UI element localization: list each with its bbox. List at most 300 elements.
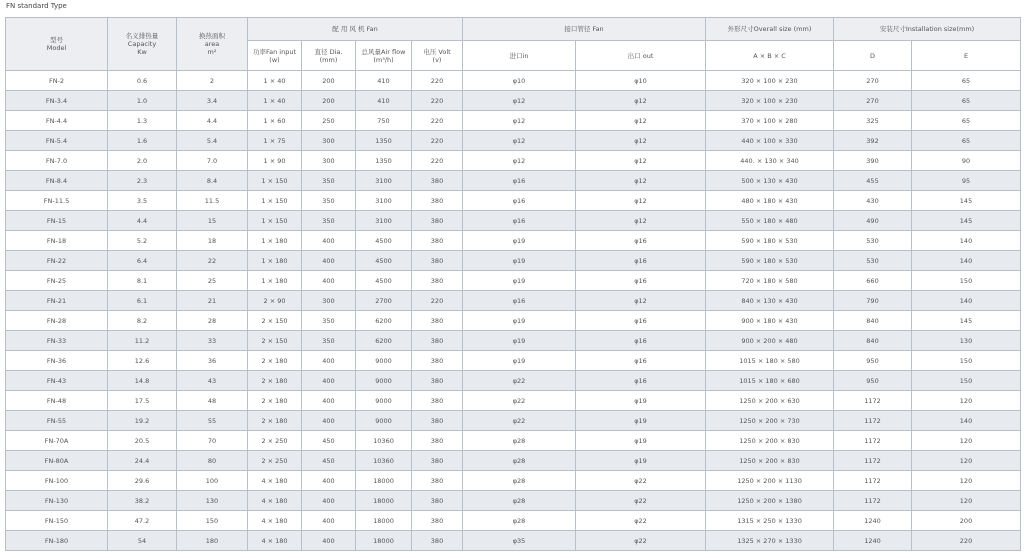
cell-d: 1172	[834, 391, 912, 411]
cell-outlet: φ22	[576, 531, 706, 551]
cell-d: 660	[834, 271, 912, 291]
cell-overall-size: 720 × 180 × 580	[706, 271, 834, 291]
cell-dia: 200	[302, 91, 356, 111]
table-row	[6, 491, 1021, 511]
cell-volt: 220	[412, 291, 463, 311]
table-row	[6, 431, 1021, 451]
cell-capacity: 12.6	[108, 351, 177, 371]
header-area-en: area	[204, 40, 220, 48]
cell-model: FN-150	[6, 511, 108, 531]
cell-inlet: φ16	[463, 191, 576, 211]
header-area	[177, 18, 248, 71]
cell-outlet: φ12	[576, 191, 706, 211]
cell-inlet: φ28	[463, 431, 576, 451]
cell-area: 130	[177, 491, 248, 511]
cell-capacity: 4.4	[108, 211, 177, 231]
cell-fan-input: 1 × 40	[248, 71, 302, 91]
cell-volt: 220	[412, 131, 463, 151]
cell-volt: 380	[412, 311, 463, 331]
cell-outlet: φ19	[576, 451, 706, 471]
cell-d: 840	[834, 311, 912, 331]
cell-model: FN-8.4	[6, 171, 108, 191]
cell-fan-input: 1 × 180	[248, 251, 302, 271]
cell-fan-input: 1 × 150	[248, 211, 302, 231]
table-row	[6, 451, 1021, 471]
cell-fan-input: 1 × 180	[248, 231, 302, 251]
cell-e: 140	[912, 411, 1021, 431]
cell-overall-size: 1250 × 200 × 630	[706, 391, 834, 411]
cell-airflow: 10360	[356, 451, 412, 471]
cell-area: 33	[177, 331, 248, 351]
cell-fan-input: 4 × 180	[248, 471, 302, 491]
header-airflow	[356, 41, 412, 71]
cell-airflow: 18000	[356, 471, 412, 491]
cell-volt: 380	[412, 251, 463, 271]
cell-inlet: φ19	[463, 311, 576, 331]
cell-model: FN-15	[6, 211, 108, 231]
cell-model: FN-28	[6, 311, 108, 331]
cell-capacity: 47.2	[108, 511, 177, 531]
cell-capacity: 20.5	[108, 431, 177, 451]
cell-overall-size: 1250 × 200 × 1380	[706, 491, 834, 511]
cell-airflow: 1350	[356, 131, 412, 151]
cell-e: 65	[912, 91, 1021, 111]
cell-d: 325	[834, 111, 912, 131]
cell-dia: 250	[302, 111, 356, 131]
cell-outlet: φ22	[576, 491, 706, 511]
cell-outlet: φ12	[576, 111, 706, 131]
header-e: E	[912, 41, 1021, 71]
table-row	[6, 471, 1021, 491]
cell-d: 1172	[834, 471, 912, 491]
table-body	[6, 71, 1021, 551]
cell-dia: 400	[302, 491, 356, 511]
table-header	[6, 18, 1021, 71]
cell-area: 15	[177, 211, 248, 231]
cell-area: 180	[177, 531, 248, 551]
cell-inlet: φ22	[463, 371, 576, 391]
cell-airflow: 4500	[356, 231, 412, 251]
cell-inlet: φ22	[463, 391, 576, 411]
table-row	[6, 331, 1021, 351]
cell-inlet: φ28	[463, 471, 576, 491]
cell-inlet: φ28	[463, 511, 576, 531]
cell-overall-size: 1250 × 200 × 730	[706, 411, 834, 431]
cell-dia: 450	[302, 431, 356, 451]
header-volt	[412, 41, 463, 71]
cell-outlet: φ12	[576, 171, 706, 191]
cell-capacity: 6.1	[108, 291, 177, 311]
table-row	[6, 151, 1021, 171]
cell-fan-input: 2 × 250	[248, 451, 302, 471]
cell-volt: 380	[412, 491, 463, 511]
cell-area: 43	[177, 371, 248, 391]
table-row	[6, 91, 1021, 111]
cell-volt: 380	[412, 411, 463, 431]
cell-volt: 220	[412, 71, 463, 91]
cell-area: 100	[177, 471, 248, 491]
cell-e: 65	[912, 131, 1021, 151]
cell-outlet: φ16	[576, 351, 706, 371]
cell-volt: 380	[412, 231, 463, 251]
cell-dia: 400	[302, 411, 356, 431]
cell-e: 140	[912, 231, 1021, 251]
cell-overall-size: 320 × 100 × 230	[706, 71, 834, 91]
cell-inlet: φ16	[463, 211, 576, 231]
cell-d: 840	[834, 331, 912, 351]
cell-e: 150	[912, 371, 1021, 391]
cell-fan-input: 1 × 60	[248, 111, 302, 131]
cell-area: 3.4	[177, 91, 248, 111]
header-airflow-unit: (m³/h)	[373, 55, 394, 64]
cell-area: 2	[177, 71, 248, 91]
header-capacity-cn: 名义排热量	[125, 32, 159, 40]
cell-outlet: φ12	[576, 91, 706, 111]
cell-volt: 380	[412, 371, 463, 391]
cell-model: FN-25	[6, 271, 108, 291]
cell-capacity: 38.2	[108, 491, 177, 511]
cell-outlet: φ19	[576, 391, 706, 411]
cell-overall-size: 500 × 130 × 430	[706, 171, 834, 191]
cell-d: 950	[834, 371, 912, 391]
cell-volt: 380	[412, 451, 463, 471]
cell-fan-input: 1 × 150	[248, 171, 302, 191]
table-row	[6, 531, 1021, 551]
cell-area: 21	[177, 291, 248, 311]
cell-inlet: φ19	[463, 251, 576, 271]
header-capacity-unit: Kw	[137, 48, 147, 56]
header-dia-unit: (mm)	[319, 55, 338, 64]
cell-e: 120	[912, 431, 1021, 451]
cell-dia: 350	[302, 311, 356, 331]
header-capacity	[108, 18, 177, 71]
cell-airflow: 9000	[356, 411, 412, 431]
cell-airflow: 2700	[356, 291, 412, 311]
cell-e: 145	[912, 191, 1021, 211]
cell-volt: 380	[412, 191, 463, 211]
cell-model: FN-80A	[6, 451, 108, 471]
cell-e: 220	[912, 531, 1021, 551]
cell-dia: 350	[302, 171, 356, 191]
cell-d: 270	[834, 91, 912, 111]
table-row	[6, 271, 1021, 291]
cell-volt: 380	[412, 531, 463, 551]
cell-overall-size: 840 × 130 × 430	[706, 291, 834, 311]
header-inlet: 进口in	[463, 41, 576, 71]
cell-e: 145	[912, 311, 1021, 331]
table-row	[6, 251, 1021, 271]
cell-fan-input: 1 × 150	[248, 191, 302, 211]
cell-inlet: φ12	[463, 131, 576, 151]
cell-overall-size: 370 × 100 × 280	[706, 111, 834, 131]
cell-capacity: 1.0	[108, 91, 177, 111]
cell-area: 25	[177, 271, 248, 291]
cell-area: 8.4	[177, 171, 248, 191]
cell-airflow: 6200	[356, 311, 412, 331]
cell-capacity: 17.5	[108, 391, 177, 411]
header-fan-input-label: 功率Fan input	[252, 47, 297, 56]
cell-e: 200	[912, 511, 1021, 531]
page-title: FN standard Type	[6, 2, 67, 10]
header-overall-group: 外形尺寸Overall size (mm)	[706, 18, 834, 41]
cell-dia: 350	[302, 211, 356, 231]
cell-fan-input: 2 × 250	[248, 431, 302, 451]
cell-overall-size: 550 × 180 × 480	[706, 211, 834, 231]
cell-model: FN-33	[6, 331, 108, 351]
cell-overall-size: 1250 × 200 × 830	[706, 451, 834, 471]
cell-d: 1240	[834, 511, 912, 531]
cell-volt: 380	[412, 351, 463, 371]
table-row	[6, 371, 1021, 391]
header-dia	[302, 41, 356, 71]
cell-dia: 400	[302, 371, 356, 391]
cell-model: FN-21	[6, 291, 108, 311]
cell-e: 65	[912, 111, 1021, 131]
cell-dia: 400	[302, 531, 356, 551]
cell-inlet: φ16	[463, 171, 576, 191]
cell-e: 140	[912, 251, 1021, 271]
cell-dia: 400	[302, 471, 356, 491]
cell-airflow: 9000	[356, 391, 412, 411]
cell-inlet: φ22	[463, 411, 576, 431]
cell-volt: 380	[412, 271, 463, 291]
header-install-group: 安装尺寸Installation size(mm)	[834, 18, 1021, 41]
header-d: D	[834, 41, 912, 71]
cell-capacity: 8.2	[108, 311, 177, 331]
cell-capacity: 2.0	[108, 151, 177, 171]
cell-fan-input: 4 × 180	[248, 531, 302, 551]
cell-area: 22	[177, 251, 248, 271]
cell-overall-size: 900 × 180 × 430	[706, 311, 834, 331]
cell-fan-input: 2 × 180	[248, 371, 302, 391]
cell-capacity: 8.1	[108, 271, 177, 291]
cell-d: 1172	[834, 431, 912, 451]
header-fan-input-unit: (w)	[269, 55, 280, 64]
cell-model: FN-11.5	[6, 191, 108, 211]
cell-inlet: φ12	[463, 111, 576, 131]
cell-outlet: φ16	[576, 251, 706, 271]
cell-capacity: 14.8	[108, 371, 177, 391]
cell-d: 270	[834, 71, 912, 91]
cell-model: FN-70A	[6, 431, 108, 451]
cell-outlet: φ16	[576, 371, 706, 391]
header-abc: A × B × C	[706, 41, 834, 71]
cell-dia: 400	[302, 271, 356, 291]
table-row	[6, 191, 1021, 211]
table-row	[6, 211, 1021, 231]
cell-d: 390	[834, 151, 912, 171]
cell-e: 120	[912, 491, 1021, 511]
table-row	[6, 311, 1021, 331]
cell-inlet: φ19	[463, 231, 576, 251]
cell-model: FN-43	[6, 371, 108, 391]
cell-d: 1172	[834, 491, 912, 511]
header-airflow-label: 总风量Air flow	[361, 47, 406, 56]
cell-outlet: φ22	[576, 471, 706, 491]
cell-airflow: 18000	[356, 491, 412, 511]
cell-model: FN-3.4	[6, 91, 108, 111]
header-model-en: Model	[46, 44, 67, 52]
cell-area: 80	[177, 451, 248, 471]
cell-area: 11.5	[177, 191, 248, 211]
cell-airflow: 6200	[356, 331, 412, 351]
cell-d: 392	[834, 131, 912, 151]
header-model	[6, 18, 108, 71]
cell-airflow: 10360	[356, 431, 412, 451]
cell-area: 18	[177, 231, 248, 251]
cell-volt: 380	[412, 431, 463, 451]
cell-overall-size: 440. × 130 × 340	[706, 151, 834, 171]
header-model-cn: 型号	[50, 36, 63, 44]
cell-volt: 220	[412, 111, 463, 131]
cell-e: 150	[912, 271, 1021, 291]
cell-outlet: φ22	[576, 511, 706, 531]
cell-fan-input: 1 × 180	[248, 271, 302, 291]
cell-capacity: 5.2	[108, 231, 177, 251]
cell-overall-size: 1250 × 200 × 1130	[706, 471, 834, 491]
table-row	[6, 111, 1021, 131]
cell-capacity: 29.6	[108, 471, 177, 491]
cell-inlet: φ12	[463, 91, 576, 111]
cell-area: 150	[177, 511, 248, 531]
header-area-unit: m²	[207, 48, 217, 56]
cell-dia: 300	[302, 151, 356, 171]
table-row	[6, 511, 1021, 531]
cell-outlet: φ10	[576, 71, 706, 91]
cell-model: FN-48	[6, 391, 108, 411]
cell-airflow: 410	[356, 91, 412, 111]
cell-fan-input: 2 × 180	[248, 351, 302, 371]
cell-e: 150	[912, 351, 1021, 371]
cell-airflow: 4500	[356, 251, 412, 271]
cell-fan-input: 4 × 180	[248, 491, 302, 511]
cell-d: 790	[834, 291, 912, 311]
cell-area: 48	[177, 391, 248, 411]
cell-fan-input: 1 × 40	[248, 91, 302, 111]
table-row	[6, 71, 1021, 91]
cell-dia: 450	[302, 451, 356, 471]
cell-outlet: φ12	[576, 291, 706, 311]
cell-outlet: φ19	[576, 411, 706, 431]
cell-volt: 220	[412, 91, 463, 111]
spec-table	[5, 17, 1021, 551]
cell-outlet: φ16	[576, 231, 706, 251]
header-fan-group: 配 用 风 机 Fan	[248, 18, 463, 41]
table-row	[6, 131, 1021, 151]
header-outlet: 出口 out	[576, 41, 706, 71]
cell-model: FN-7.0	[6, 151, 108, 171]
cell-capacity: 2.3	[108, 171, 177, 191]
cell-e: 120	[912, 451, 1021, 471]
table-row	[6, 171, 1021, 191]
cell-airflow: 3100	[356, 191, 412, 211]
cell-volt: 380	[412, 391, 463, 411]
cell-model: FN-2	[6, 71, 108, 91]
cell-area: 7.0	[177, 151, 248, 171]
cell-volt: 220	[412, 151, 463, 171]
cell-outlet: φ16	[576, 271, 706, 291]
cell-fan-input: 2 × 180	[248, 391, 302, 411]
table-row	[6, 291, 1021, 311]
cell-fan-input: 4 × 180	[248, 511, 302, 531]
cell-fan-input: 2 × 150	[248, 331, 302, 351]
cell-capacity: 3.5	[108, 191, 177, 211]
cell-fan-input: 2 × 90	[248, 291, 302, 311]
table-row	[6, 391, 1021, 411]
cell-airflow: 750	[356, 111, 412, 131]
cell-area: 28	[177, 311, 248, 331]
cell-capacity: 6.4	[108, 251, 177, 271]
cell-outlet: φ16	[576, 331, 706, 351]
cell-d: 1240	[834, 531, 912, 551]
cell-capacity: 1.3	[108, 111, 177, 131]
cell-area: 4.4	[177, 111, 248, 131]
cell-overall-size: 900 × 200 × 480	[706, 331, 834, 351]
cell-outlet: φ12	[576, 151, 706, 171]
cell-d: 530	[834, 251, 912, 271]
cell-model: FN-4.4	[6, 111, 108, 131]
cell-e: 140	[912, 291, 1021, 311]
cell-dia: 350	[302, 191, 356, 211]
cell-model: FN-18	[6, 231, 108, 251]
cell-model: FN-55	[6, 411, 108, 431]
cell-inlet: φ10	[463, 71, 576, 91]
cell-fan-input: 1 × 90	[248, 151, 302, 171]
cell-e: 120	[912, 391, 1021, 411]
cell-model: FN-22	[6, 251, 108, 271]
cell-overall-size: 1315 × 250 × 1330	[706, 511, 834, 531]
cell-model: FN-100	[6, 471, 108, 491]
cell-dia: 400	[302, 511, 356, 531]
cell-dia: 400	[302, 391, 356, 411]
cell-outlet: φ12	[576, 131, 706, 151]
cell-area: 70	[177, 431, 248, 451]
cell-outlet: φ12	[576, 211, 706, 231]
cell-dia: 400	[302, 251, 356, 271]
cell-volt: 380	[412, 171, 463, 191]
cell-area: 36	[177, 351, 248, 371]
header-pipe-group: 接口管径 Fan	[463, 18, 706, 41]
cell-fan-input: 2 × 180	[248, 411, 302, 431]
cell-inlet: φ28	[463, 491, 576, 511]
cell-volt: 380	[412, 331, 463, 351]
cell-overall-size: 320 × 100 × 230	[706, 91, 834, 111]
table-row	[6, 411, 1021, 431]
cell-e: 130	[912, 331, 1021, 351]
cell-airflow: 9000	[356, 371, 412, 391]
cell-inlet: φ12	[463, 151, 576, 171]
cell-model: FN-180	[6, 531, 108, 551]
cell-inlet: φ28	[463, 451, 576, 471]
cell-d: 950	[834, 351, 912, 371]
cell-dia: 400	[302, 351, 356, 371]
header-volt-unit: (v)	[432, 55, 442, 64]
cell-airflow: 3100	[356, 211, 412, 231]
cell-overall-size: 1250 × 200 × 830	[706, 431, 834, 451]
cell-dia: 200	[302, 71, 356, 91]
header-fan-input	[248, 41, 302, 71]
cell-airflow: 18000	[356, 531, 412, 551]
cell-e: 145	[912, 211, 1021, 231]
cell-overall-size: 1015 × 180 × 680	[706, 371, 834, 391]
cell-airflow: 410	[356, 71, 412, 91]
cell-inlet: φ16	[463, 291, 576, 311]
cell-airflow: 1350	[356, 151, 412, 171]
cell-airflow: 3100	[356, 171, 412, 191]
cell-d: 530	[834, 231, 912, 251]
cell-capacity: 11.2	[108, 331, 177, 351]
cell-d: 490	[834, 211, 912, 231]
